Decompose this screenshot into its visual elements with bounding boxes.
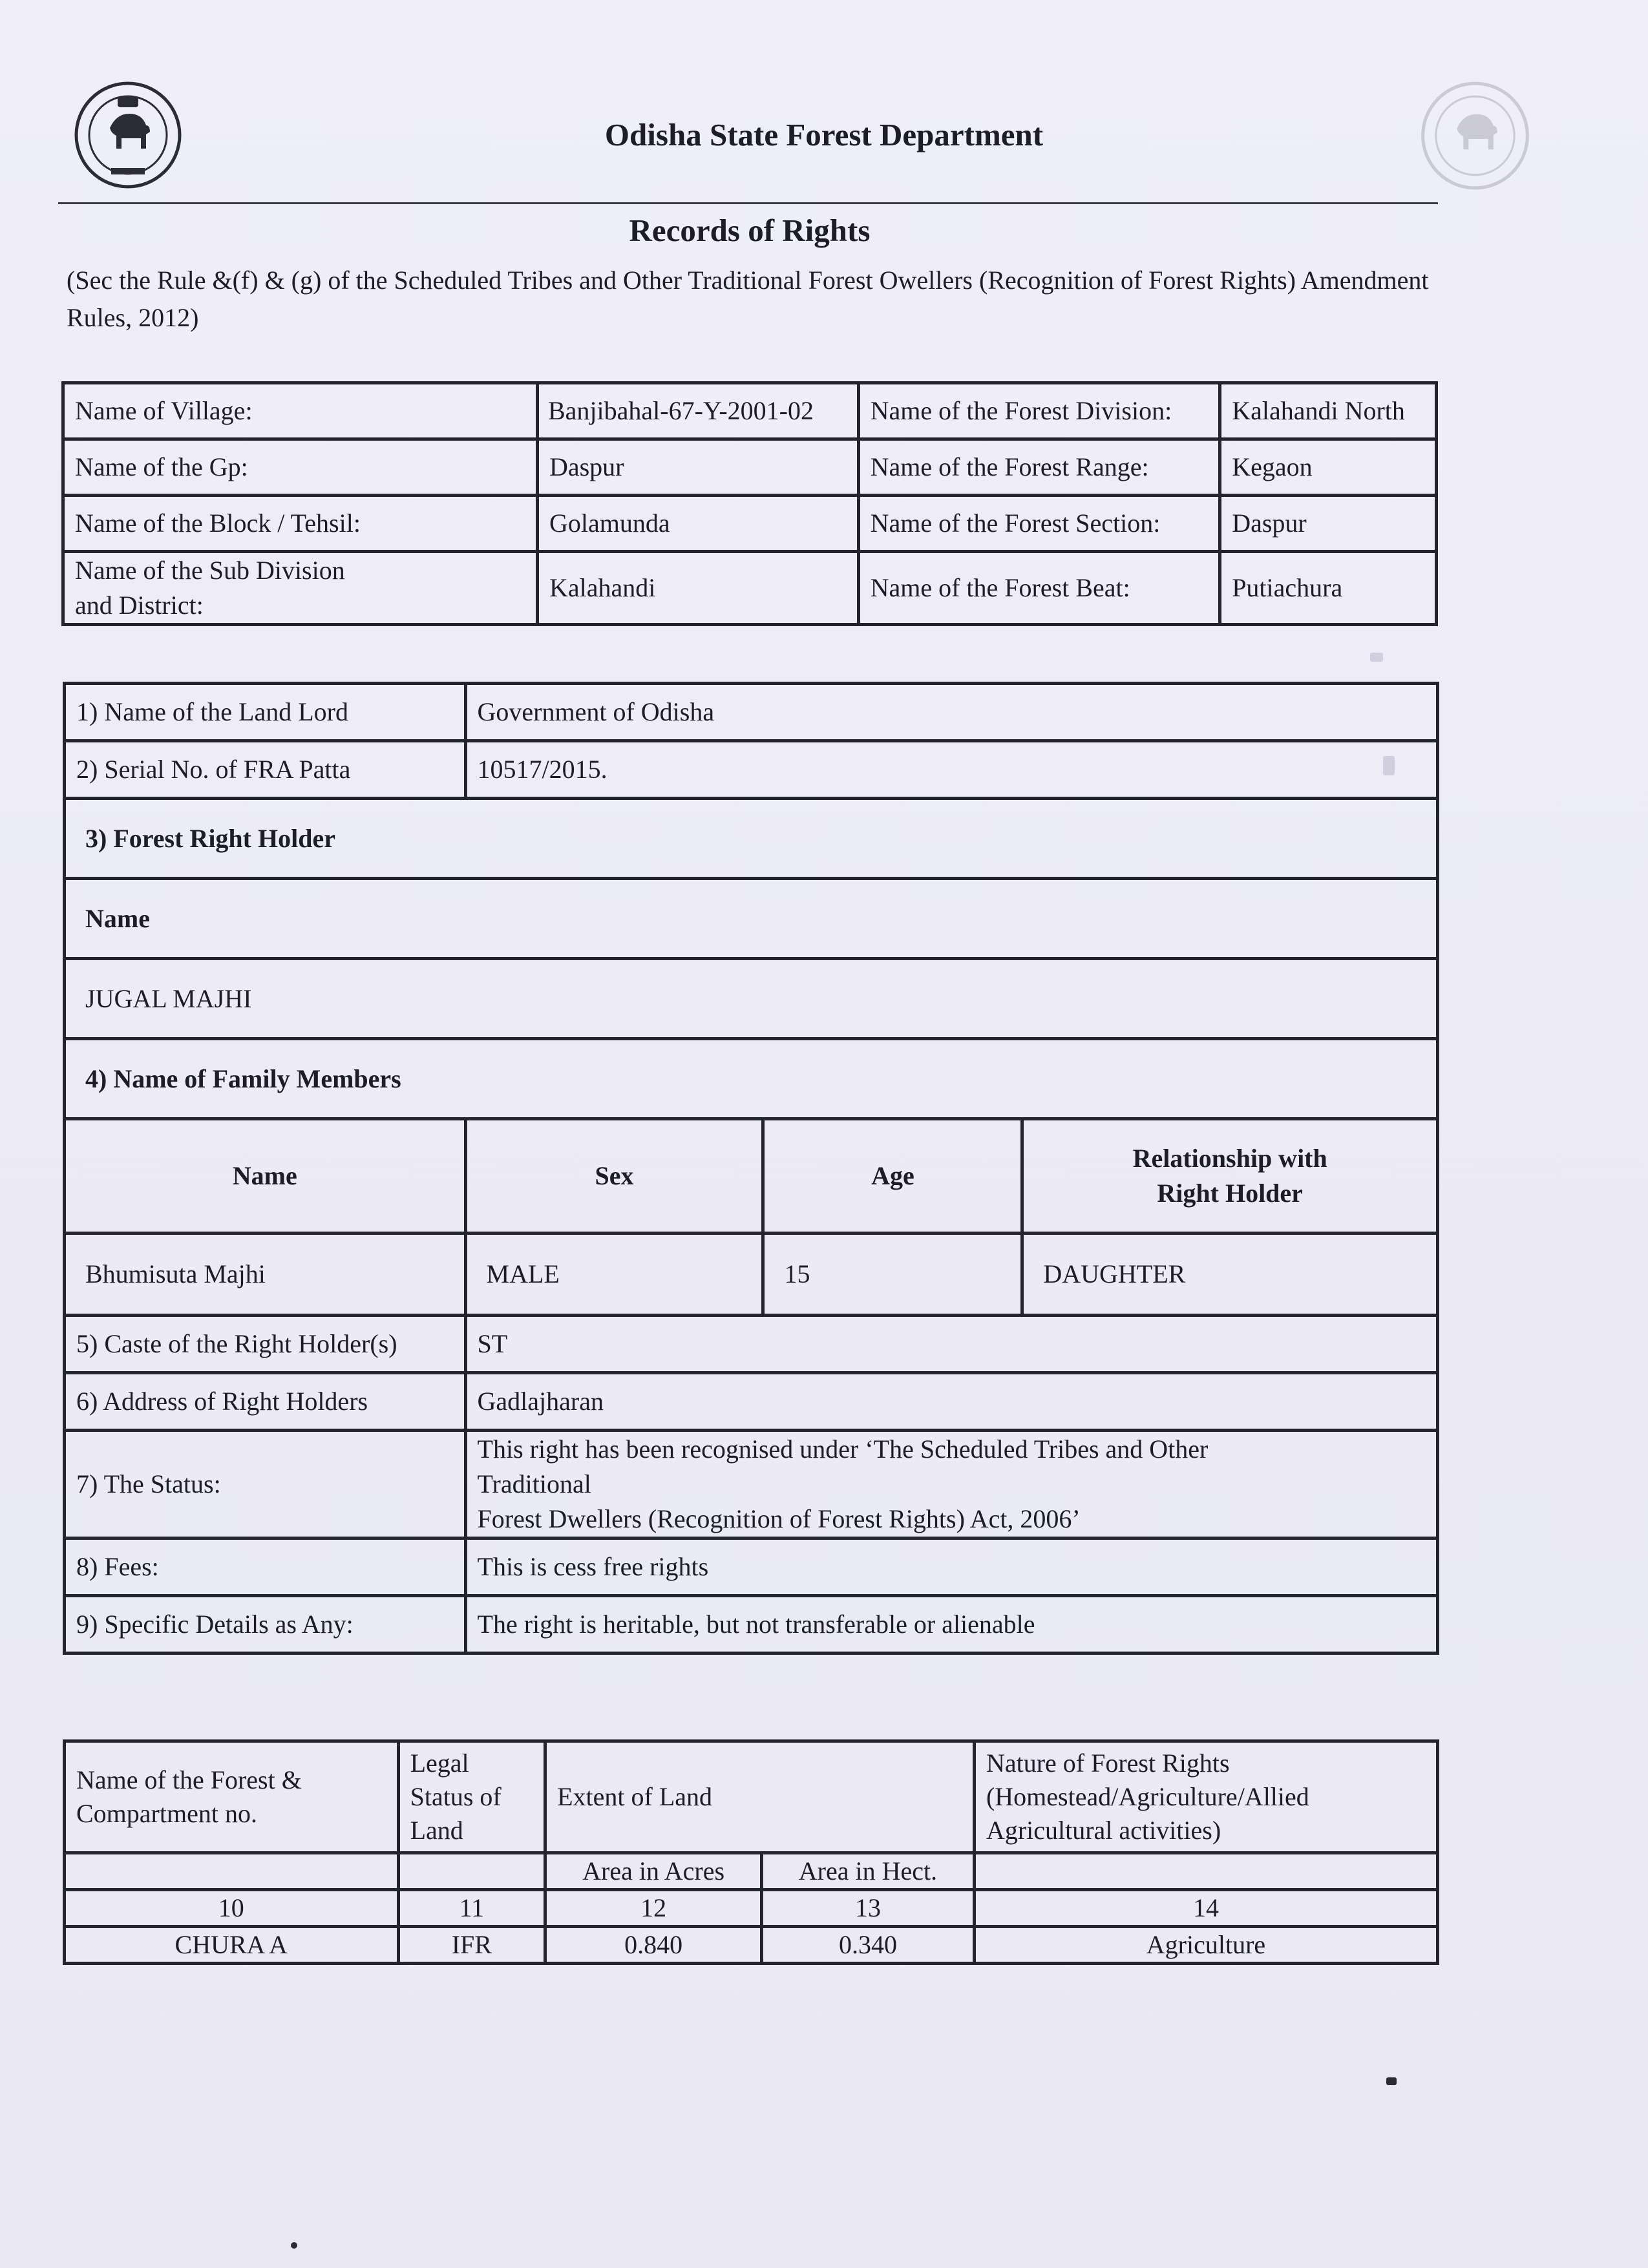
sub-empty-2: [398, 1853, 545, 1890]
family-col-relationship-line-1: Relationship with: [1132, 1144, 1327, 1173]
record-table: [63, 682, 1439, 1655]
document-title: Records of Rights: [629, 213, 871, 248]
landlord-label: 1) Name of the Land Lord: [65, 684, 466, 741]
subdivision-value: Kalahandi: [537, 552, 858, 625]
table-row: [65, 1927, 1438, 1964]
subdivision-label-line-1: Name of the Sub Division: [75, 556, 345, 585]
table-row: [63, 439, 1437, 496]
location-table: [61, 381, 1438, 626]
col-extent-of-land: Extent of Land: [545, 1741, 975, 1853]
table-row: [65, 1039, 1438, 1119]
block-label: Name of the Block / Tehsil:: [63, 496, 538, 552]
range-label: Name of the Forest Range:: [858, 439, 1220, 496]
col-forest-line-2: Compartment no.: [76, 1799, 257, 1828]
specific-value: The right is heritable, but not transferable or alienable: [465, 1596, 1437, 1654]
status-label: 7) The Status:: [65, 1431, 466, 1538]
paper-mark: [1386, 2077, 1397, 2085]
table-row: [65, 959, 1438, 1039]
address-label: 6) Address of Right Holders: [65, 1373, 466, 1431]
paper-mark: [1383, 756, 1395, 775]
land-legal-value: IFR: [398, 1927, 545, 1964]
family-col-relationship-line-2: Right Holder: [1157, 1179, 1303, 1208]
land-hect-value: 0.340: [762, 1927, 975, 1964]
table-row: [63, 383, 1437, 439]
land-acres-value: 0.840: [545, 1927, 762, 1964]
gp-value: Daspur: [537, 439, 858, 496]
col-nature-line-3: Agricultural activities): [986, 1816, 1221, 1845]
caste-label: 5) Caste of the Right Holder(s): [65, 1316, 466, 1373]
table-row: [65, 1373, 1438, 1431]
col-legal-status: [398, 1741, 545, 1853]
member-relationship: DAUGHTER: [1022, 1234, 1438, 1316]
name-heading: Name: [65, 879, 1438, 959]
beat-label: Name of the Forest Beat:: [858, 552, 1220, 625]
status-line-3: Forest Dwellers (Recognition of Forest Rights) Act, 2006’: [477, 1504, 1081, 1533]
division-value: Kalahandi North: [1220, 383, 1437, 439]
beat-value: Putiachura: [1220, 552, 1437, 625]
document-subtitle: (Sec the Rule &(f) & (g) of the Scheduled Tribes and Other Traditional Forest Owellers (Recognition of Forest Rights) Amendment Rules, 2012): [67, 266, 1429, 332]
land-subheader-row: [65, 1853, 1438, 1890]
table-row: [65, 684, 1438, 741]
col-forest-compartment: [65, 1741, 399, 1853]
land-table: [63, 1739, 1439, 1965]
num-14: 14: [974, 1890, 1437, 1927]
family-heading: 4) Name of Family Members: [65, 1039, 1438, 1119]
table-row: [65, 741, 1438, 799]
serial-label: 2) Serial No. of FRA Patta: [65, 741, 466, 799]
member-name: Bhumisuta Majhi: [65, 1234, 466, 1316]
department-title: Odisha State Forest Department: [604, 117, 1044, 152]
col-legal-line-1: Legal: [410, 1748, 469, 1778]
specific-label: 9) Specific Details as Any:: [65, 1596, 466, 1654]
table-row: [63, 496, 1437, 552]
col-nature-of-rights: [974, 1741, 1437, 1853]
caste-value: ST: [465, 1316, 1437, 1373]
member-age: 15: [763, 1234, 1022, 1316]
subdivision-label: [63, 552, 538, 625]
num-11: 11: [398, 1890, 545, 1927]
holder-name: JUGAL MAJHI: [65, 959, 1438, 1039]
sub-empty-3: [974, 1853, 1437, 1890]
section-label: Name of the Forest Section:: [858, 496, 1220, 552]
status-line-1: This right has been recognised under ‘The Scheduled Tribes and Other: [477, 1434, 1209, 1464]
table-row: [65, 1316, 1438, 1373]
sub-empty-1: [65, 1853, 399, 1890]
serial-value: 10517/2015.: [465, 741, 1437, 799]
range-value: Kegaon: [1220, 439, 1437, 496]
address-value: Gadlajharan: [465, 1373, 1437, 1431]
table-row: [65, 1234, 1438, 1316]
sub-area-acres: Area in Acres: [545, 1853, 762, 1890]
table-row: [65, 1431, 1438, 1538]
header-divider: [58, 202, 1438, 204]
land-forest-value: CHURA A: [65, 1927, 399, 1964]
holder-heading: 3) Forest Right Holder: [65, 799, 1438, 879]
sub-area-hect: Area in Hect.: [762, 1853, 975, 1890]
table-row: [65, 1538, 1438, 1596]
family-col-sex: Sex: [465, 1119, 763, 1234]
col-nature-line-1: Nature of Forest Rights: [986, 1748, 1230, 1778]
num-13: 13: [762, 1890, 975, 1927]
family-header-row: [65, 1119, 1438, 1234]
fees-label: 8) Fees:: [65, 1538, 466, 1596]
paper-mark: [1370, 653, 1383, 662]
land-nature-value: Agriculture: [974, 1927, 1437, 1964]
village-value: Banjibahal-67-Y-2001-02: [537, 383, 858, 439]
col-legal-line-3: Land: [410, 1816, 463, 1845]
landlord-value: Government of Odisha: [465, 684, 1437, 741]
table-row: [65, 799, 1438, 879]
num-10: 10: [65, 1890, 399, 1927]
status-value: [465, 1431, 1437, 1538]
table-row: [63, 552, 1437, 625]
village-label: Name of Village:: [63, 383, 538, 439]
col-nature-line-2: (Homestead/Agriculture/Allied: [986, 1782, 1309, 1811]
paper-mark: [291, 2242, 297, 2249]
gp-label: Name of the Gp:: [63, 439, 538, 496]
land-header-row: [65, 1741, 1438, 1853]
family-col-name: Name: [65, 1119, 466, 1234]
num-12: 12: [545, 1890, 762, 1927]
col-legal-line-2: Status of: [410, 1782, 502, 1811]
land-number-row: [65, 1890, 1438, 1927]
status-line-2: Traditional: [477, 1469, 591, 1498]
table-row: [65, 1596, 1438, 1654]
col-forest-line-1: Name of the Forest &: [76, 1765, 302, 1794]
block-value: Golamunda: [537, 496, 858, 552]
family-col-age: Age: [763, 1119, 1022, 1234]
section-value: Daspur: [1220, 496, 1437, 552]
fees-value: This is cess free rights: [465, 1538, 1437, 1596]
member-sex: MALE: [465, 1234, 763, 1316]
table-row: [65, 879, 1438, 959]
division-label: Name of the Forest Division:: [858, 383, 1220, 439]
family-col-relationship: [1022, 1119, 1438, 1234]
subdivision-label-line-2: and District:: [75, 591, 204, 620]
